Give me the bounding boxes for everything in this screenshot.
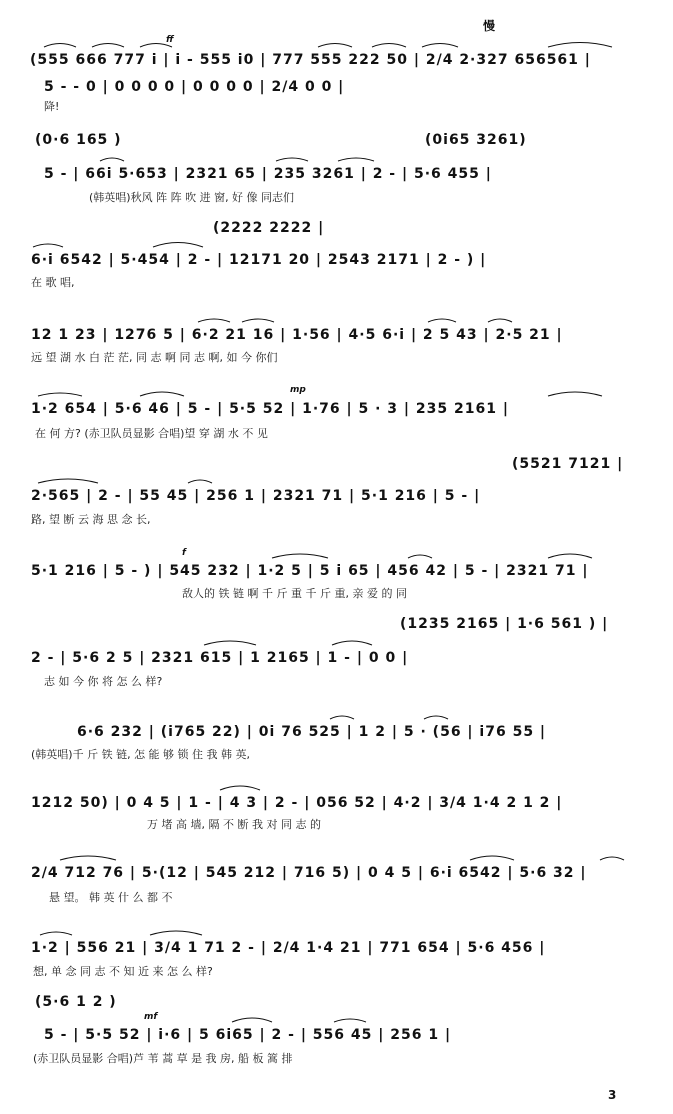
row3-melody: 6·i 6542 | 5·454 | 2 - | 12171 20 | 2543 2171 | 2 - ) | [31,252,487,268]
row3-lyric: 在 歌 唱, [31,276,75,289]
row1-accompaniment: 5 - - 0 | 0 0 0 0 | 0 0 0 0 | 2/4 0 0 | [44,79,345,95]
row2-intro: (0·6 165 ) [35,132,122,148]
tempo-mark: 慢 [483,19,496,33]
row10-melody: 1212 50) | 0 4 5 | 1 - | 4 3 | 2 - | 056 52 | 4·2 | 3/4 1·4 2 1 2 | [31,795,563,811]
row5-lyric: 在 何 方? (赤卫队员显影 合唱)望 穿 湖 水 不 见 [35,427,268,440]
row2-melody: 5 - | 66i 5·653 | 2321 65 | 235 3261 | 2 - | 5·6 455 | [44,166,492,182]
row9-lyric: (韩英唱)千 斤 铁 链, 怎 能 够 锁 住 我 韩 英, [31,748,251,761]
row2-intro-b: (0i65 3261) [425,132,527,148]
dynamic-mp: mp [290,385,306,395]
row13-lyric: (赤卫队员显影 合唱)芦 苇 蒿 草 是 我 房, 船 板 篙 排 [33,1052,293,1065]
row6-melody: 2·565 | 2 - | 55 45 | 256 1 | 2321 71 | 5·1 216 | 5 - | [31,488,481,504]
dynamic-ff: ff [166,35,174,45]
row12-melody: 1·2 | 556 21 | 3/4 1 71 2 - | 2/4 1·4 21 | 771 654 | 5·6 456 | [31,940,546,956]
row5-melody: 1·2 654 | 5·6 46 | 5 - | 5·5 52 | 1·76 | 5 · 3 | 235 2161 | [31,401,509,417]
row1-melody: (555 666 777 i | i - 555 i0 | 777 555 222 50 | 2/4 2·327 656561 | [30,52,591,68]
row9-melody: 6·6 232 | (i765 22) | 0i 76 525 | 1 2 | 5 · (56 | i76 55 | [77,724,547,740]
row4-lyric: 远 望 湖 水 白 茫 茫, 同 志 啊 同 志 啊, 如 今 你们 [31,351,278,364]
row8-intro: (1235 2165 | 1·6 561 ) | [400,616,609,632]
row11-lyric: 悬 望。 韩 英 什 么 都 不 [49,891,173,904]
row11-melody: 2/4 712 76 | 5·(12 | 545 212 | 716 5) | 0 4 5 | 6·i 6542 | 5·6 32 | [31,865,587,881]
row13-intro: (5·6 1 2 ) [35,994,117,1010]
row7-melody: 5·1 216 | 5 - ) | 545 232 | 1·2 5 | 5 i 65 | 456 42 | 5 - | 2321 71 | [31,563,589,579]
row7-lyric: 敌人的 铁 链 啊 千 斤 重 千 斤 重, 亲 爱 的 同 [182,587,407,600]
dynamic-mf: mf [144,1012,158,1022]
row3-intro: (2222 2222 | [213,220,325,236]
row2-lyric: (韩英唱)秋风 阵 阵 吹 进 窗, 好 像 同志们 [89,191,295,204]
row6-intro: (5521 7121 | [512,456,624,472]
row8-melody: 2 - | 5·6 2 5 | 2321 615 | 1 2165 | 1 - | 0 0 | [31,650,409,666]
row8-lyric: 志 如 今 你 将 怎 么 样? [44,675,163,688]
row12-lyric: 想, 单 念 同 志 不 知 近 来 怎 么 样? [33,965,213,978]
row4-melody: 12 1 23 | 1276 5 | 6·2 21 16 | 1·56 | 4·5 6·i | 2 5 43 | 2·5 21 | [31,327,563,343]
row13-melody: 5 - | 5·5 52 | i·6 | 5 6i65 | 2 - | 556 45 | 256 1 | [44,1027,452,1043]
row6-lyric: 路, 望 断 云 海 思 念 长, [31,513,151,526]
row1-lyric: 降! [44,100,60,113]
dynamic-f: f [182,548,186,558]
row10-lyric: 万 堵 高 墙, 隔 不 断 我 对 同 志 的 [147,818,321,831]
page-number: 3 [608,1088,617,1102]
